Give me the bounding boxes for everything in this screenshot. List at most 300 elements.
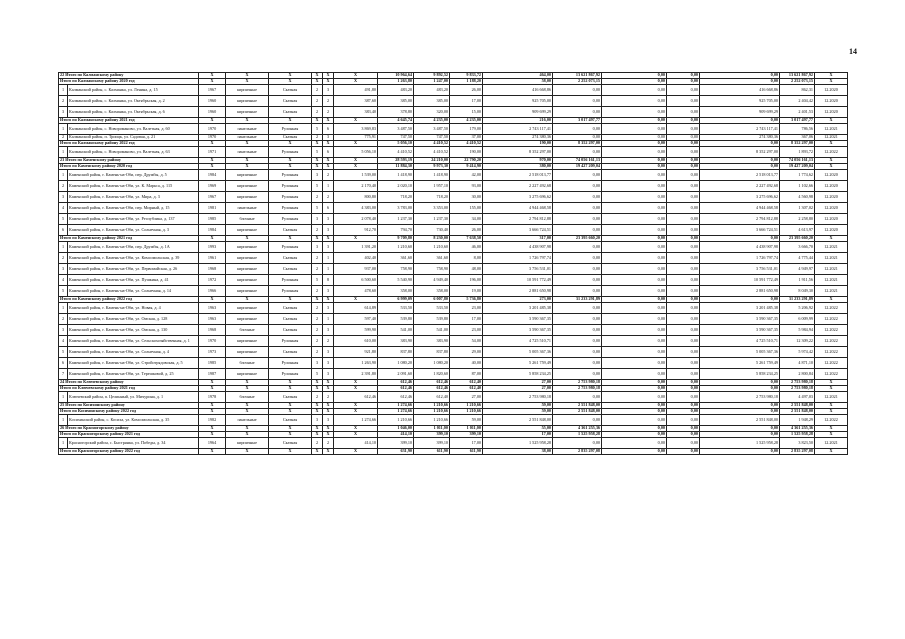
table-cell: Рулонная: [269, 336, 312, 347]
table-cell: X: [334, 79, 378, 85]
table-cell: 28 593,19: [378, 158, 414, 164]
table-cell: кирпичные: [226, 264, 269, 275]
table-cell: кирпичные: [226, 170, 269, 181]
table-cell: 5 858 234,25: [483, 369, 553, 380]
table-cell: 3: [312, 170, 323, 181]
table-cell: 2: [312, 392, 323, 403]
table-cell: 0,00: [602, 303, 667, 314]
table-cell: 74 056 161,13: [780, 158, 815, 164]
table-cell: 1985: [199, 358, 226, 369]
table-row: [59, 392, 848, 403]
table-cell: 12.2022: [815, 358, 848, 369]
address-cell: Каменский район, г. Камень-на-Оби, ул. Омская, д. 130: [68, 325, 199, 336]
table-cell: 1981: [199, 203, 226, 214]
table-cell: X: [323, 73, 334, 79]
table-cell: 2 518 013,77: [483, 170, 553, 181]
table-cell: 2 551 848,00: [553, 403, 602, 409]
table-cell: 3 783,00: [378, 203, 414, 214]
table-cell: 27,00: [450, 392, 483, 403]
table-cell: 12.2020: [815, 107, 848, 118]
table-cell: 1969: [199, 181, 226, 192]
table-row: [59, 181, 848, 192]
table-cell: кирпичные: [226, 107, 269, 118]
table-cell: 12.2022: [815, 369, 848, 380]
table-row: [59, 275, 848, 286]
table-cell: 23 395 660,20: [553, 236, 602, 242]
table-cell: 0,00: [553, 124, 602, 135]
table-cell: X: [199, 380, 226, 386]
table-cell: 0,00: [553, 264, 602, 275]
table-cell: X: [269, 236, 312, 242]
table-cell: 758,90: [414, 264, 450, 275]
table-cell: X: [226, 236, 269, 242]
table-cell: X: [815, 386, 848, 392]
table-cell: X: [269, 158, 312, 164]
table-cell: 3: [312, 214, 323, 225]
table-cell: 5 736,80: [450, 297, 483, 303]
table-cell: 0,00: [667, 107, 700, 118]
table-cell: 2: [312, 264, 323, 275]
table-cell: Скатная: [269, 325, 312, 336]
table-cell: 9 973,30: [414, 164, 450, 170]
table-cell: 23,00: [450, 325, 483, 336]
table-cell: 611,90: [414, 449, 450, 455]
table-cell: X: [226, 141, 269, 147]
table-cell: 12.2021: [815, 438, 848, 449]
table-cell: X: [226, 386, 269, 392]
table-cell: 0,00: [602, 432, 667, 438]
table-cell: 1 210,66: [414, 403, 450, 409]
table-cell: 1 080,20: [414, 358, 450, 369]
table-cell: 1 210,66: [378, 415, 414, 426]
table-cell: 12.2021: [815, 392, 848, 403]
table-cell: 0,00: [602, 347, 667, 358]
table-cell: 5 056,10: [378, 141, 414, 147]
table-cell: блочные: [226, 392, 269, 403]
table-cell: 12.2022: [815, 415, 848, 426]
table-cell: 4 775,44: [780, 253, 815, 264]
table-cell: 2: [323, 438, 334, 449]
table-cell: X: [269, 449, 312, 455]
table-cell: 2: [323, 336, 334, 347]
table-cell: 12.2021: [815, 286, 848, 297]
table-cell: 2 551 848,00: [780, 403, 815, 409]
table-cell: 5 261 759,49: [483, 358, 553, 369]
table-cell: 5: [312, 147, 323, 158]
table-cell: 0,00: [553, 314, 602, 325]
table-cell: X: [334, 118, 378, 124]
table-cell: 3 275 696,62: [483, 192, 553, 203]
table-cell: 0,00: [553, 438, 602, 449]
table-cell: 0,00: [602, 275, 667, 286]
table-row: [59, 303, 848, 314]
table-cell: 0,00: [667, 303, 700, 314]
table-cell: 0,00: [667, 358, 700, 369]
table-cell: 0,00: [553, 192, 602, 203]
table-cell: 22 790,20: [450, 158, 483, 164]
table-cell: 0,00: [602, 314, 667, 325]
table-cell: 34,00: [450, 214, 483, 225]
table-cell: 0,00: [667, 386, 700, 392]
table-cell: 155,00: [450, 203, 483, 214]
table-cell: 718,20: [378, 192, 414, 203]
table-cell: 1 726 797,74: [700, 253, 780, 264]
table-cell: 17,00: [450, 314, 483, 325]
table-cell: 775,91: [334, 135, 378, 141]
table-cell: Скатная: [269, 264, 312, 275]
table-cell: 1 263,80: [378, 79, 414, 85]
table-cell: 2 753 980,18: [700, 392, 780, 403]
table-cell: 0,00: [667, 347, 700, 358]
table-cell: Рулонная: [269, 286, 312, 297]
table-cell: 0,00: [602, 170, 667, 181]
table-cell: 0,00: [700, 297, 780, 303]
table-cell: X: [323, 236, 334, 242]
table-cell: X: [226, 426, 269, 432]
table-cell: X: [334, 164, 378, 170]
table-cell: 2: [312, 107, 323, 118]
total-row: [59, 449, 848, 455]
table-cell: 0,00: [602, 124, 667, 135]
table-cell: 5: [312, 203, 323, 214]
table-cell: 612,46: [414, 386, 450, 392]
table-cell: 361,60: [378, 253, 414, 264]
total-label: Итого по Каменскому району 2021 год: [59, 236, 199, 242]
table-cell: 414,10: [378, 432, 414, 438]
table-cell: 0,00: [667, 96, 700, 107]
total-label: 24 Итого по Ключевскому району: [59, 380, 199, 386]
table-cell: 0,00: [553, 147, 602, 158]
table-cell: X: [312, 449, 323, 455]
address-cell: Каменский район, г. Камень-на-Оби, ул. Пушкина, д. 41: [68, 275, 199, 286]
total-label: 22 Итого по Калманскому району: [59, 73, 199, 79]
table-cell: 1 210,66: [450, 409, 483, 415]
table-cell: кирпичные: [226, 242, 269, 253]
table-cell: 0,00: [667, 297, 700, 303]
table-cell: 190,00: [483, 141, 553, 147]
table-cell: 93,00: [450, 181, 483, 192]
table-cell: 8: [323, 275, 334, 286]
table-cell: X: [269, 432, 312, 438]
table-cell: 5 984,94: [780, 325, 815, 336]
table-cell: 23,00: [450, 303, 483, 314]
row-number: 3: [59, 192, 68, 203]
table-cell: 800,80: [334, 192, 378, 203]
table-cell: 48,00: [450, 264, 483, 275]
table-cell: 0,00: [553, 286, 602, 297]
table-cell: 0,00: [553, 96, 602, 107]
table-cell: Скатная: [269, 225, 312, 236]
table-cell: кирпичные: [226, 85, 269, 96]
table-cell: 5: [312, 369, 323, 380]
table-cell: X: [199, 158, 226, 164]
table-cell: 274 380,36: [700, 135, 780, 141]
table-cell: 1 102,66: [780, 181, 815, 192]
table-row: [59, 369, 848, 380]
address-cell: Каменский район, г. Камень-на-Оби, ул. Терешковой, д. 25: [68, 369, 199, 380]
table-cell: 15,00: [450, 107, 483, 118]
table-cell: 0,00: [700, 432, 780, 438]
table-cell: X: [334, 409, 378, 415]
table-cell: 541,00: [378, 325, 414, 336]
table-cell: 2 227 492,68: [483, 181, 553, 192]
table-cell: 0,00: [667, 203, 700, 214]
table-row: [59, 96, 848, 107]
table-cell: 1 247,00: [414, 79, 450, 85]
table-cell: 3 590 367,35: [700, 314, 780, 325]
table-cell: 0,00: [602, 79, 667, 85]
table-cell: 4 410,52: [414, 147, 450, 158]
table-cell: 1 418,90: [414, 170, 450, 181]
table-cell: 27,00: [483, 386, 553, 392]
table-cell: 2 743 117,41: [483, 124, 553, 135]
table-cell: 367,06: [780, 135, 815, 141]
table-cell: 12.2021: [815, 275, 848, 286]
table-cell: 0,00: [602, 96, 667, 107]
table-cell: 2 551 848,00: [780, 409, 815, 415]
address-cell: Калманский район, с. Калманка, ул. Ленина, д. 15: [68, 85, 199, 96]
table-cell: кирпичные: [226, 192, 269, 203]
table-cell: 1 391,20: [334, 242, 378, 253]
table-cell: 0,00: [602, 164, 667, 170]
table-cell: 8 352 297,00: [780, 141, 815, 147]
table-cell: X: [269, 403, 312, 409]
table-cell: Рулонная: [269, 170, 312, 181]
table-cell: 4 410,52: [378, 147, 414, 158]
table-cell: 12.2020: [815, 225, 848, 236]
table-cell: Скатная: [269, 347, 312, 358]
table-cell: 610,00: [334, 336, 378, 347]
table-cell: 0,00: [667, 253, 700, 264]
table-cell: 273,00: [483, 297, 553, 303]
row-number: 1: [59, 438, 68, 449]
total-label: 23 Итого по Каменскому району: [59, 158, 199, 164]
address-cell: Калманский район, с. Новороманово, ул. Валетная, д. 63: [68, 147, 199, 158]
table-cell: 0,00: [667, 236, 700, 242]
table-cell: 4 438 907,98: [700, 242, 780, 253]
table-cell: 10 591 772,49: [483, 275, 553, 286]
table-cell: 2: [312, 303, 323, 314]
table-cell: 11 884,30: [378, 164, 414, 170]
table-cell: 631,90: [378, 449, 414, 455]
table-cell: 3 201 485,38: [700, 303, 780, 314]
table-cell: 6 500,60: [334, 275, 378, 286]
table-cell: 3 590 367,35: [700, 325, 780, 336]
table-cell: 0,00: [700, 380, 780, 386]
table-cell: 1985: [199, 214, 226, 225]
table-cell: 17,00: [483, 432, 553, 438]
table-cell: 0,00: [700, 409, 780, 415]
table-cell: кирпичные: [226, 369, 269, 380]
table-cell: 4 613,97: [780, 225, 815, 236]
table-cell: X: [226, 403, 269, 409]
table-cell: 612,46: [334, 392, 378, 403]
table-cell: 2: [312, 347, 323, 358]
table-cell: 2: [312, 253, 323, 264]
table-cell: кирпичные: [226, 314, 269, 325]
table-cell: 2: [312, 225, 323, 236]
table-cell: 1 046,00: [378, 426, 414, 432]
table-cell: X: [815, 449, 848, 455]
table-cell: 1963: [199, 314, 226, 325]
table-cell: 385,00: [414, 96, 450, 107]
table-cell: 1987: [199, 369, 226, 380]
table-cell: 0,00: [602, 147, 667, 158]
table-cell: 1 263,90: [334, 358, 378, 369]
table-cell: панельные: [226, 135, 269, 141]
table-cell: 0,00: [667, 164, 700, 170]
table-cell: 4 235,00: [414, 118, 450, 124]
row-number: 2: [59, 96, 68, 107]
table-cell: X: [199, 297, 226, 303]
table-cell: кирпичные: [226, 336, 269, 347]
table-cell: X: [815, 118, 848, 124]
table-cell: 24 210,00: [414, 158, 450, 164]
address-cell: Каменский район, г. Камень-на-Оби, ул. Стройотрядовская, д. 5: [68, 358, 199, 369]
table-cell: 4 383,00: [334, 203, 378, 214]
table-cell: X: [226, 158, 269, 164]
table-cell: 12.2022: [815, 347, 848, 358]
table-cell: 2: [312, 192, 323, 203]
table-cell: Рулонная: [269, 192, 312, 203]
row-number: 5: [59, 214, 68, 225]
table-cell: 0,00: [602, 415, 667, 426]
table-cell: 614,89: [334, 303, 378, 314]
table-cell: 9 892,52: [414, 73, 450, 79]
table-cell: 196,00: [450, 275, 483, 286]
table-cell: 0,00: [602, 253, 667, 264]
table-cell: 1967: [199, 192, 226, 203]
table-cell: 4 871,10: [780, 358, 815, 369]
table-cell: кирпичные: [226, 303, 269, 314]
address-cell: Каменский район, г. Камень-на-Оби, ул. Солнечная, д. 3: [68, 225, 199, 236]
table-cell: 12.2022: [815, 303, 848, 314]
table-cell: X: [312, 426, 323, 432]
table-cell: X: [815, 409, 848, 415]
table-cell: X: [269, 73, 312, 79]
table-cell: 19,00: [450, 286, 483, 297]
table-cell: 2: [312, 336, 323, 347]
table-cell: 1 237,30: [378, 214, 414, 225]
table-cell: 0,00: [667, 369, 700, 380]
total-label: 25 Итого по Косихинскому району: [59, 403, 199, 409]
table-cell: 12.2022: [815, 147, 848, 158]
address-cell: Каменский район, г. Камень-на-Оби, пер. Дружбы, д. 5: [68, 170, 199, 181]
table-cell: 31 233 291,89: [553, 297, 602, 303]
table-cell: 0,00: [602, 118, 667, 124]
table-cell: 4 560,98: [780, 192, 815, 203]
table-cell: 2 800,84: [780, 369, 815, 380]
table-cell: 5: [312, 275, 323, 286]
table-cell: 730,40: [414, 225, 450, 236]
table-cell: 0,00: [602, 203, 667, 214]
table-cell: 12 309,22: [780, 336, 815, 347]
table-cell: 4 361 255,36: [553, 426, 602, 432]
total-label: Итого по Калманскому району 2021 год: [59, 118, 199, 124]
address-cell: Косихинский район, с. Косиха, ул. Комсомольская, д. 35: [68, 415, 199, 426]
table-cell: X: [323, 432, 334, 438]
table-cell: X: [199, 386, 226, 392]
table-cell: 6: [323, 124, 334, 135]
table-cell: 0,00: [602, 158, 667, 164]
table-cell: X: [269, 426, 312, 432]
table-cell: 0,00: [553, 203, 602, 214]
table-cell: 3: [323, 303, 334, 314]
table-cell: X: [323, 380, 334, 386]
table-cell: Скатная: [269, 96, 312, 107]
table-cell: 0,00: [553, 242, 602, 253]
table-cell: 0,00: [667, 380, 700, 386]
table-cell: 0,00: [667, 426, 700, 432]
table-cell: 1 820,60: [414, 369, 450, 380]
table-cell: 4 410,52: [450, 141, 483, 147]
table-cell: 0,00: [667, 286, 700, 297]
table-cell: 794,70: [378, 225, 414, 236]
table-cell: 597,40: [334, 314, 378, 325]
table-cell: X: [312, 403, 323, 409]
table-cell: 1 948,29: [780, 415, 815, 426]
table-cell: 0,00: [602, 358, 667, 369]
table-cell: 8 352 297,00: [553, 141, 602, 147]
address-cell: Красногорский район, с. Быстрянка, ул. Победы, д. 34: [68, 438, 199, 449]
table-cell: 0,00: [553, 358, 602, 369]
table-cell: 612,46: [378, 380, 414, 386]
table-cell: Скатная: [269, 392, 312, 403]
total-label: Итого по Калманскому району 2022 год: [59, 141, 199, 147]
table-cell: 0,00: [553, 225, 602, 236]
table-cell: 3 666,70: [780, 242, 815, 253]
table-cell: 0,00: [553, 303, 602, 314]
row-number: 6: [59, 358, 68, 369]
table-cell: 19 427 209,04: [553, 164, 602, 170]
table-cell: 3: [323, 347, 334, 358]
table-cell: 1 525 958,28: [483, 438, 553, 449]
table-cell: 1960: [199, 107, 226, 118]
table-cell: 2 753 980,18: [483, 392, 553, 403]
address-cell: Калманский район, п. Троицк, ул. Садовая, д. 21: [68, 135, 199, 141]
table-cell: 42,00: [450, 170, 483, 181]
table-cell: 611,90: [450, 449, 483, 455]
table-cell: Рулонная: [269, 181, 312, 192]
table-cell: 0,00: [667, 314, 700, 325]
row-number: 3: [59, 264, 68, 275]
table-cell: X: [312, 79, 323, 85]
table-cell: Рулонная: [269, 124, 312, 135]
table-cell: 0,00: [667, 158, 700, 164]
table-cell: 361,60: [414, 253, 450, 264]
table-cell: 1984: [199, 225, 226, 236]
table-cell: 0,00: [602, 449, 667, 455]
table-cell: 0,00: [553, 214, 602, 225]
table-cell: 0,00: [667, 392, 700, 403]
table-cell: 3: [323, 214, 334, 225]
address-cell: Ключевский район, п. Целинный, ул. Мичурина, д. 1: [68, 392, 199, 403]
table-cell: 6 999,09: [378, 297, 414, 303]
table-cell: 3 487,50: [414, 124, 450, 135]
table-cell: X: [323, 426, 334, 432]
table-cell: X: [312, 380, 323, 386]
table-cell: 12.2022: [815, 336, 848, 347]
table-cell: 59,00: [450, 415, 483, 426]
table-row: [59, 347, 848, 358]
table-cell: 612,46: [414, 380, 450, 386]
table-cell: 2 794 812,88: [483, 214, 553, 225]
table-cell: 0,00: [602, 336, 667, 347]
table-cell: 12.2021: [815, 242, 848, 253]
table-cell: 0,00: [667, 403, 700, 409]
table-cell: X: [199, 432, 226, 438]
table-cell: 786,56: [780, 124, 815, 135]
